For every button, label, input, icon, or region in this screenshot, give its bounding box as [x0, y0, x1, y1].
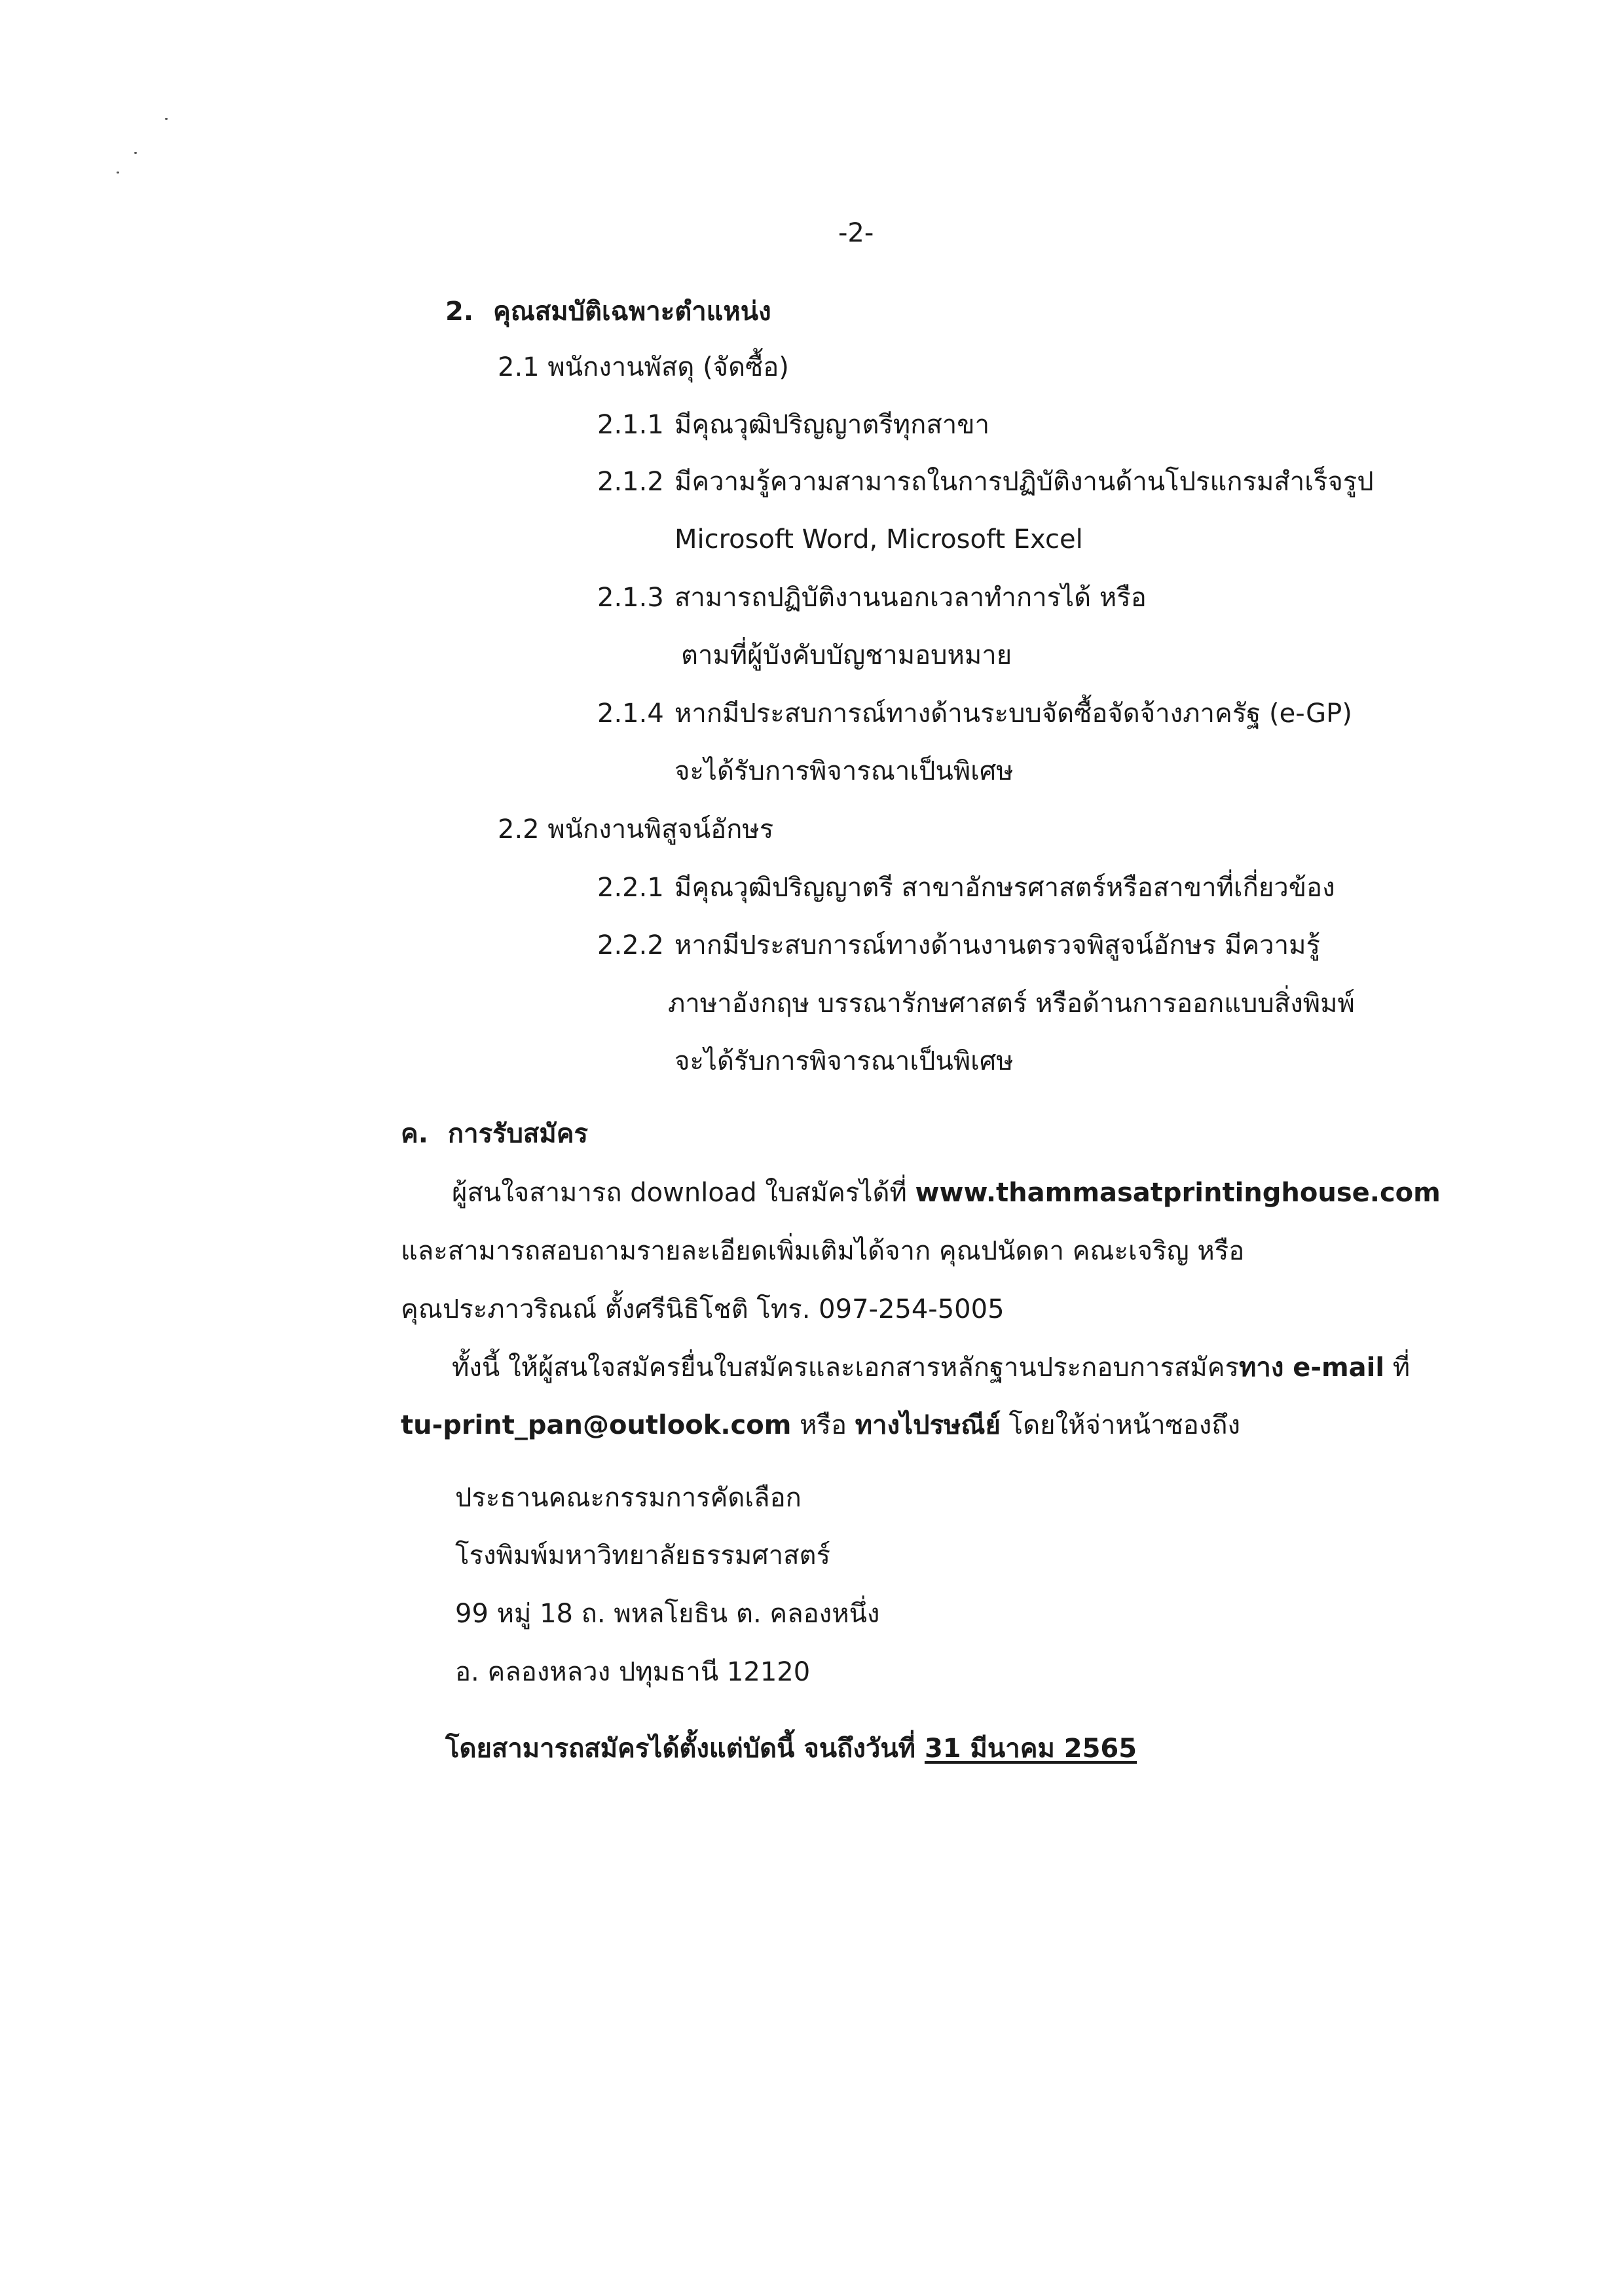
address-line: โรงพิมพ์มหาวิทยาลัยธรรมศาสตร์ [455, 1540, 830, 1571]
apply-paragraph-line-3: คุณประภาวริณณ์ ตั้งศรีนิธิโชติ โทร. 097-254-5005 [401, 1294, 1005, 1324]
item-2-1-1-text: มีคุณวุฒิปริญญาตรีทุกสาขา [674, 410, 990, 440]
item-2-1-2-text: มีความรู้ความสามารถในการปฏิบัติงานด้านโปรแกรมสำเร็จรูป [674, 467, 1374, 497]
page-number: -2- [838, 218, 874, 248]
item-2-2-2-number: 2.2.2 [597, 930, 664, 960]
email-method: ทาง e-mail [1238, 1353, 1385, 1383]
section-c-heading [401, 1117, 588, 1151]
apply-intro-text: ผู้สนใจสามารถ download ใบสมัครได้ที่ [452, 1178, 915, 1208]
deadline-date: 31 มีนาคม 2565 [924, 1734, 1137, 1764]
website-link[interactable]: www.thammasatprintinghouse.com [915, 1178, 1441, 1208]
position-2-2-title: 2.2 พนักงานพิสูจน์อักษร [498, 814, 774, 845]
section-c-title: การรับสมัคร [447, 1119, 588, 1149]
scan-speck [134, 152, 137, 154]
item-2-2-2-text-cont2: จะได้รับการพิจารณาเป็นพิเศษ [674, 1046, 1014, 1076]
item-2-2-1-text: มีคุณวุฒิปริญญาตรี สาขาอักษรศาสตร์หรือสาขาที่เกี่ยวข้อง [674, 873, 1335, 903]
section-2-number: 2. [445, 297, 474, 327]
submit-paragraph-line-2 [401, 1408, 1240, 1442]
apply-paragraph-line-1 [452, 1176, 1441, 1210]
item-2-1-3-number: 2.1.3 [597, 583, 664, 613]
scan-speck [117, 172, 119, 173]
item-2-1-4-number: 2.1.4 [597, 699, 664, 729]
submit-paragraph-line-1 [452, 1351, 1410, 1385]
address-line: ประธานคณะกรรมการคัดเลือก [455, 1483, 802, 1513]
item-2-1-4-text: หากมีประสบการณ์ทางด้านระบบจัดซื้อจัดจ้างภาครัฐ (e-GP) [674, 699, 1352, 729]
section-2-heading [445, 295, 771, 329]
position-2-1-title: 2.1 พนักงานพัสดุ (จัดซื้อ) [498, 352, 789, 382]
submit-tail-text: โดยให้จ่าหน้าซองถึง [1000, 1410, 1241, 1440]
email-address-link[interactable]: tu-print_pan@outlook.com [401, 1410, 792, 1440]
post-method: ทางไปรษณีย์ [855, 1410, 1001, 1440]
item-2-1-1-number: 2.1.1 [597, 410, 664, 440]
item-2-2-2-text-cont: ภาษาอังกฤษ บรรณารักษศาสตร์ หรือด้านการออกแบบสิ่งพิมพ์ [668, 989, 1355, 1019]
item-2-1-2-text-cont: Microsoft Word, Microsoft Excel [674, 524, 1083, 555]
submit-at-text: ที่ [1384, 1353, 1411, 1383]
item-2-2-1-number: 2.2.1 [597, 873, 664, 903]
address-line: อ. คลองหลวง ปทุมธานี 12120 [455, 1657, 811, 1687]
section-2-title: คุณสมบัติเฉพาะตำแหน่ง [492, 297, 771, 327]
submit-intro-text: ทั้งนี้ ให้ผู้สนใจสมัครยื่นใบสมัครและเอกสารหลักฐานประกอบการสมัคร [452, 1353, 1239, 1383]
deadline-line [445, 1732, 1137, 1766]
apply-paragraph-line-2: และสามารถสอบถามรายละเอียดเพิ่มเติมได้จาก คุณปนัดดา คณะเจริญ หรือ [401, 1236, 1245, 1266]
item-2-1-4-text-cont: จะได้รับการพิจารณาเป็นพิเศษ [674, 756, 1014, 786]
item-2-2-2-text: หากมีประสบการณ์ทางด้านงานตรวจพิสูจน์อักษร มีความรู้ [674, 930, 1320, 960]
item-2-1-2-number: 2.1.2 [597, 467, 664, 497]
submit-or-text: หรือ [791, 1410, 855, 1440]
section-c-letter: ค. [401, 1119, 428, 1149]
deadline-prefix: โดยสามารถสมัครได้ตั้งแต่บัดนี้ จนถึงวันที่ [445, 1734, 925, 1764]
item-2-1-3-text-cont: ตามที่ผู้บังคับบัญชามอบหมาย [681, 640, 1012, 670]
item-2-1-3-text: สามารถปฏิบัติงานนอกเวลาทำการได้ หรือ [674, 583, 1147, 613]
address-line: 99 หมู่ 18 ถ. พหลโยธิน ต. คลองหนึ่ง [455, 1599, 880, 1629]
scan-speck [165, 118, 168, 120]
